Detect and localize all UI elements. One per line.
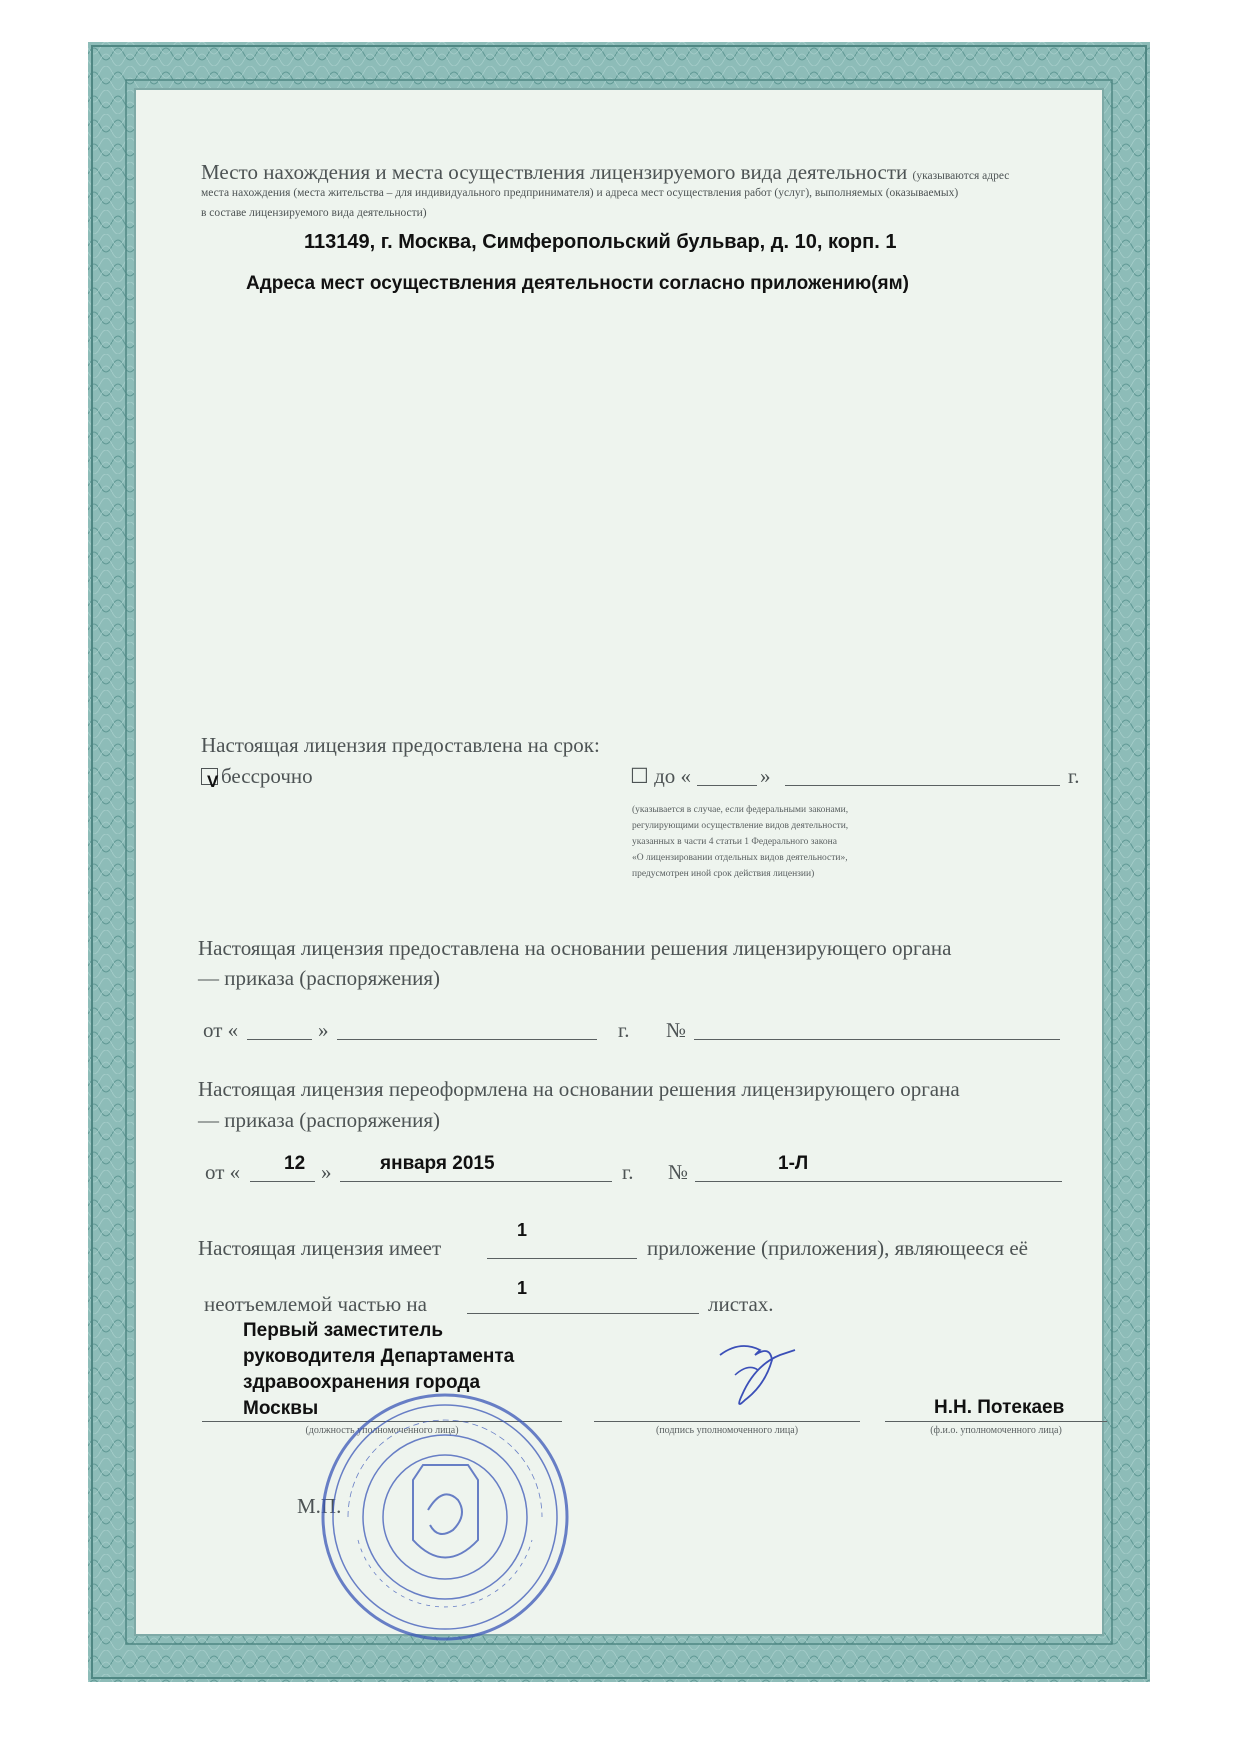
signature-line — [594, 1421, 860, 1422]
reissued-number-sign: № — [668, 1160, 689, 1184]
position-caption: (должность уполномоченного лица) — [305, 1425, 459, 1436]
addresses-note: Адреса мест осуществления деятельности согласно приложению(ям) — [246, 273, 909, 294]
until-day-line — [697, 785, 757, 786]
term-heading: Настоящая лицензия предоставлена на срок: — [201, 733, 600, 757]
official-stamp-seal — [318, 1390, 573, 1645]
reissued-heading-line2: — приказа (распоряжения) — [198, 1108, 441, 1132]
granted-close: » — [318, 1018, 329, 1042]
reissued-heading-line1: Настоящая лицензия переоформлена на основании решения лицензирующего органа — [198, 1077, 960, 1101]
appendix-text4: листах. — [708, 1292, 774, 1316]
reissued-close: » — [321, 1160, 332, 1184]
appendix-count: 1 — [517, 1220, 528, 1240]
indefinite-label: бессрочно — [221, 764, 313, 788]
granted-year: г. — [618, 1018, 630, 1042]
granted-date-line — [337, 1039, 597, 1040]
location-heading: Место нахождения и места осуществления лицензируемого вида деятельности (указываются адрес — [201, 160, 1010, 184]
indefinite-checkbox: V — [201, 768, 218, 785]
until-suffix: г. — [1068, 764, 1080, 788]
reissued-month-year: января 2015 — [380, 1153, 495, 1174]
handwritten-signature — [700, 1325, 840, 1425]
reissued-from: от « — [205, 1160, 241, 1184]
appendix-sheets: 1 — [517, 1278, 528, 1298]
granted-from: от « — [203, 1018, 239, 1042]
granted-heading-line2: — приказа (распоряжения) — [198, 966, 441, 990]
granted-day-line — [247, 1039, 312, 1040]
appendix-sheets-line — [467, 1313, 699, 1314]
reissued-day-line — [250, 1181, 315, 1182]
signatory-position: Первый заместитель руководителя Департамента здравоохранения города Москвы — [243, 1320, 515, 1419]
location-note-line2: места нахождения (места жительства – для индивидуального предпринимателя) и адреса мест осуществления работ (услуг), выполняемых (оказываемых) — [201, 187, 959, 199]
until-prefix: ☐ до « — [630, 764, 692, 788]
reissued-date-line — [340, 1181, 612, 1182]
reissued-day: 12 — [284, 1153, 306, 1174]
signatory-name: Н.Н. Потекаев — [934, 1397, 1065, 1418]
until-date-line — [785, 785, 1060, 786]
address: 113149, г. Москва, Симферопольский бульвар, д. 10, корп. 1 — [304, 231, 897, 253]
granted-number-sign: № — [666, 1018, 687, 1042]
location-note-line3: в составе лицензируемого вида деятельности) — [201, 207, 427, 219]
reissued-year: г. — [622, 1160, 634, 1184]
granted-number-line — [694, 1039, 1060, 1040]
term-note: (указывается в случае, если федеральными законами, регулирующими осуществление видов деятельности, указанных в части 4 статьи 1 Федерального закона «О лицензировании отдельных видов деятельности», предусмотрен иной срок действия лицензии) — [632, 805, 849, 879]
appendix-text2: приложение (приложения), являющееся её — [647, 1236, 1028, 1260]
appendix-text1: Настоящая лицензия имеет — [198, 1236, 442, 1260]
until-mid: » — [760, 764, 771, 788]
reissued-order-number: 1-Л — [778, 1153, 809, 1174]
indefinite-option — [201, 764, 313, 789]
signature-caption: (подпись уполномоченного лица) — [655, 1425, 799, 1436]
granted-heading-line1: Настоящая лицензия предоставлена на основании решения лицензирующего органа — [198, 936, 952, 960]
name-caption: (ф.и.о. уполномоченного лица) — [930, 1425, 1062, 1436]
appendix-text3: неотъемлемой частью на — [204, 1292, 427, 1316]
mp-label: М.П. — [297, 1494, 342, 1518]
reissued-number-line — [695, 1181, 1062, 1182]
appendix-count-line — [487, 1258, 637, 1259]
name-line — [885, 1421, 1107, 1422]
